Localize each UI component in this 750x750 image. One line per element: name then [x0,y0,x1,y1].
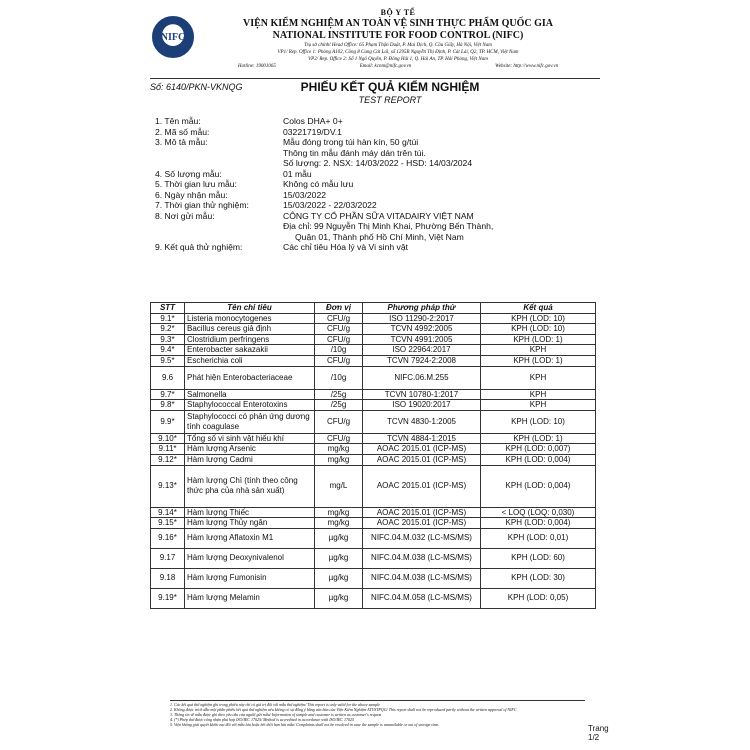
footer-note: 2. Không được trích dẫn một phần phiếu kết quả thử nghiệm nếu không có sự đồng ý bằng văn bản của Viện Kiểm Nghiệm ATVSTPQG/ This report shall not be reproduced partly without the written approval of NIFC [170,707,517,712]
footer-divider [170,700,585,701]
row-unit: /10g [315,366,363,389]
row-parameter: Staphylococcal Enterotoxins [185,400,315,411]
row-unit: mg/L [315,465,363,507]
row-method: NIFC.06.M.255 [363,366,481,389]
row-unit: mg/kg [315,444,363,455]
row-result: KPH (LOD: 0,004) [481,454,596,465]
table-row [151,444,596,455]
row-method: TCVN 10780-1:2017 [363,389,481,400]
row-method: TCVN 4992:2005 [363,324,481,335]
row-result: KPH [481,389,596,400]
row-method: ISO 11290-2:2017 [363,313,481,324]
row-stt: 9.12* [151,454,185,465]
row-parameter: Enterobacter sakazakii [185,345,315,356]
institute-name-vn: VIỆN KIỂM NGHIỆM AN TOÀN VỆ SINH THỰC PHẨM QUỐC GIA [242,18,554,29]
info-row-test-period [155,200,595,211]
info-label: 2. Mã số mẫu: [155,126,210,137]
footer-note: 4. (*) Phép thử được công nhận phù hợp ISO/IEC 17025/ Method is accredited in accordance with ISO/IEC 17025 [170,717,354,722]
row-method: TCVN 4991:2005 [363,334,481,345]
info-value: Các chỉ tiêu Hóa lý và Vi sinh vật [283,242,408,252]
row-stt: 9.3* [151,334,185,345]
row-stt: 9.2* [151,324,185,335]
row-parameter: Hàm lượng Fumonisin [185,568,315,588]
row-stt: 9.18 [151,568,185,588]
website: Website: http://www.nifc.gov.vn [495,64,559,69]
info-label: 7. Thời gian thử nghiệm: [155,200,249,210]
row-result: KPH (LOD: 0,004) [481,465,596,507]
table-row [151,366,596,389]
row-unit: µg/kg [315,588,363,608]
row-stt: 9.8* [151,400,185,411]
row-method: NIFC.04.M.038 (LC-MS/MS) [363,548,481,568]
row-result: KPH (LOD: 1) [481,355,596,366]
test-report-page [150,0,609,750]
row-parameter: Hàm lượng Thủy ngân [185,518,315,529]
row-unit: /10g [315,345,363,356]
info-label: 4. Số lượng mẫu: [155,168,222,179]
info-label: 3. Mô tả mẫu: [155,137,208,147]
row-unit: CFU/g [315,410,363,433]
table-row [151,389,596,400]
row-stt: 9.13* [151,465,185,507]
table-row [151,410,596,433]
row-result: KPH [481,366,596,389]
info-label: 6. Ngày nhận mẫu: [155,189,228,200]
info-value: Không có mẫu lưu [283,179,354,189]
row-method: ISO 19020:2017 [363,400,481,411]
table-row [151,345,596,356]
row-result: KPH (LOD: 0,01) [481,528,596,548]
row-result: < LOQ (LOQ: 0,030) [481,507,596,518]
table-row [151,400,596,411]
row-stt: 9.4* [151,345,185,356]
row-parameter: Hàm lượng Arsenic [185,444,315,455]
row-parameter: Listeria monocytogenes [185,313,315,324]
row-method: AOAC 2015.01 (ICP-MS) [363,444,481,455]
row-parameter: Tổng số vi sinh vật hiếu khí [185,433,315,444]
row-unit: µg/kg [315,528,363,548]
row-unit: /25g [315,400,363,411]
report-title-en: TEST REPORT [358,95,422,105]
info-row-sender [155,211,595,243]
letterhead [196,8,600,70]
row-method: NIFC.04.M.058 (LC-MS/MS) [363,588,481,608]
footer-note: 5. Viện không giải quyết khiếu nại đối với mẫu lưu hoặc hết thời hạn lưu mẫu/ Complaints shall not be resolved in case the sample is unavailable or out of storage time. [170,722,440,727]
row-unit: µg/kg [315,568,363,588]
row-stt: 9.6 [151,366,185,389]
hotline: Hotline: 19001065 [237,64,276,69]
row-parameter: Clostridium perfringens [185,334,315,345]
row-unit: CFU/g [315,334,363,345]
row-result: KPH (LOD: 10) [481,410,596,433]
info-row-received-date [155,190,595,201]
info-value: 15/03/2022 - 22/03/2022 [283,200,377,210]
info-value: 15/03/2022 [283,189,327,200]
logo-text: NIFC [160,32,186,43]
info-value-line3: Số lượng: 2. NSX: 14/03/2022 - HSD: 14/03/2024 [283,158,473,168]
results-table-body [151,313,596,608]
report-title-vn: PHIẾU KẾT QUẢ KIỂM NGHIỆM [300,80,480,94]
row-result: KPH (LOD: 0,007) [481,444,596,455]
row-stt: 9.7* [151,389,185,400]
footer-note: 3. Thông tin về mẫu được ghi theo yêu cầu của người gửi mẫu/ Information of sample and customer is written as customer's request [170,712,382,717]
row-parameter: Hàm lượng Aflatoxin M1 [185,528,315,548]
footer-note: 1. Các kết quả thử nghiệm ghi trong phiếu này chỉ có giá trị đối với mẫu thử nghiệm/ This report is only valid for the above sample [170,702,380,707]
info-value: Mẫu đóng trong túi hàn kín, 50 g/túi [283,137,419,147]
table-row [151,568,596,588]
info-label: 5. Thời gian lưu mẫu: [155,179,237,189]
row-stt: 9.14* [151,507,185,518]
info-value-line3: Quận 01, Thành phố Hồ Chí Minh, Việt Nam [295,231,464,242]
row-method: AOAC 2015.01 (ICP-MS) [363,454,481,465]
contact-line [196,63,600,70]
row-method: TCVN 4830-1:2005 [363,410,481,433]
rep-office-1-address: VP1/ Rep. Office 1: Phòng A102, Công 8 Cung Cát Lái, số 1295B Nguyễn Thị Định, P. Cát Lái, Q2, TP. HCM, Việt Nam [277,50,519,55]
row-result: KPH (LOD: 1) [481,433,596,444]
row-unit: mg/kg [315,518,363,529]
page-number: Trang 1/2 [588,724,609,742]
table-row [151,528,596,548]
row-parameter: Phát hiện Enterobacteriaceae [185,366,315,389]
row-unit: CFU/g [315,324,363,335]
footer-notes [170,702,570,727]
header-divider [150,78,600,79]
rep-office-2-address: VP2/ Rep. Office 2: Số 1 Ngô Quyền, P. Đông Hải 1, Q. Hải An, TP. Hải Phòng, Việt Nam [308,57,488,62]
row-result: KPH [481,345,596,356]
row-method: TCVN 4884-1:2015 [363,433,481,444]
report-title [270,80,510,105]
info-row-sample-code [155,127,595,138]
row-result: KPH (LOD: 0,004) [481,518,596,529]
row-stt: 9.11* [151,444,185,455]
info-value: Colos DHA+ 0+ [283,116,343,126]
email: Email: kcnm@nifc.gov.vn [359,64,412,69]
row-stt: 9.15* [151,518,185,529]
table-row [151,454,596,465]
info-label: 1. Tên mẫu: [155,116,201,126]
row-unit: mg/kg [315,507,363,518]
row-method: ISO 22964:2017 [363,345,481,356]
row-parameter: Escherichia coli [185,355,315,366]
row-result: KPH (LOD: 10) [481,324,596,335]
row-unit: µg/kg [315,548,363,568]
table-row [151,334,596,345]
info-value-line2: Thông tin mẫu đánh máy dán trên túi. [283,147,426,158]
row-parameter: Salmonella [185,389,315,400]
info-row-sample-name [155,116,595,127]
info-label: 8. Nơi gửi mẫu: [155,210,215,221]
row-result: KPH (LOD: 30) [481,568,596,588]
row-stt: 9.10* [151,433,185,444]
table-row [151,588,596,608]
table-row [151,465,596,507]
table-row [151,548,596,568]
col-header-unit: Đơn vị [315,303,363,314]
row-parameter: Hàm lượng Chì (tính theo công thức pha của nhà sản xuất) [185,465,315,507]
row-parameter: Bacillus cereus giả định [185,324,315,335]
table-row [151,518,596,529]
row-method: AOAC 2015.01 (ICP-MS) [363,465,481,507]
institute-name-en: NATIONAL INSTITUTE FOR FOOD CONTROL (NIFC) [272,30,524,41]
row-unit: CFU/g [315,313,363,324]
info-value: 01 mẫu [283,168,312,179]
table-row [151,507,596,518]
row-stt: 9.9* [151,410,185,433]
table-row [151,433,596,444]
row-method: TCVN 7924-2:2008 [363,355,481,366]
row-parameter: Hàm lượng Deoxynivalenol [185,548,315,568]
results-table [150,302,596,609]
row-stt: 9.1* [151,313,185,324]
table-row [151,313,596,324]
info-value: 03221719/DV.1 [283,126,342,137]
row-method: NIFC.04.M.038 (LC-MS/MS) [363,568,481,588]
row-stt: 9.17 [151,548,185,568]
row-result: KPH [481,400,596,411]
col-header-parameter: Tên chỉ tiêu [185,303,315,314]
row-result: KPH (LOD: 60) [481,548,596,568]
ministry-name: BỘ Y TẾ [380,8,416,17]
row-stt: 9.5* [151,355,185,366]
row-result: KPH (LOD: 10) [481,313,596,324]
info-row-results [155,242,595,253]
sample-info [155,116,595,253]
col-header-stt: STT [151,303,185,314]
row-stt: 9.19* [151,588,185,608]
info-row-quantity [155,169,595,180]
info-value-line2: Địa chỉ: 99 Nguyễn Thị Minh Khai, Phường Bến Thành, [283,221,494,231]
info-row-storage-time [155,179,595,190]
row-parameter: Hàm lượng Melamin [185,588,315,608]
row-parameter: Staphylococci có phản ứng dương tính coagulase [185,410,315,433]
row-method: AOAC 2015.01 (ICP-MS) [363,518,481,529]
row-result: KPH (LOD: 0,05) [481,588,596,608]
row-parameter: Hàm lượng Thiếc [185,507,315,518]
row-result: KPH (LOD: 1) [481,334,596,345]
info-value: CÔNG TY CỔ PHẦN SỮA VITADAIRY VIỆT NAM [283,210,474,221]
info-label: 9. Kết quả thử nghiệm: [155,242,243,252]
head-office-address: Trụ sở chính/ Head Office: 65 Phạm Thận Duật, P. Mai Dịch, Q. Cầu Giấy, Hà Nội, Việt Nam [304,43,492,48]
nifc-logo-icon [152,16,194,58]
info-row-description [155,137,595,169]
row-parameter: Hàm lượng Cadmi [185,454,315,465]
row-method: NIFC.04.M.032 (LC-MS/MS) [363,528,481,548]
col-header-method: Phương pháp thử [363,303,481,314]
table-header-row [151,303,596,314]
row-unit: CFU/g [315,355,363,366]
row-stt: 9.16* [151,528,185,548]
table-row [151,355,596,366]
table-row [151,324,596,335]
document-number: Số: 6140/PKN-VKNQG [150,82,243,92]
row-unit: CFU/g [315,433,363,444]
row-unit: /25g [315,389,363,400]
row-unit: mg/kg [315,454,363,465]
row-method: AOAC 2015.01 (ICP-MS) [363,507,481,518]
col-header-result: Kết quả [481,303,596,314]
